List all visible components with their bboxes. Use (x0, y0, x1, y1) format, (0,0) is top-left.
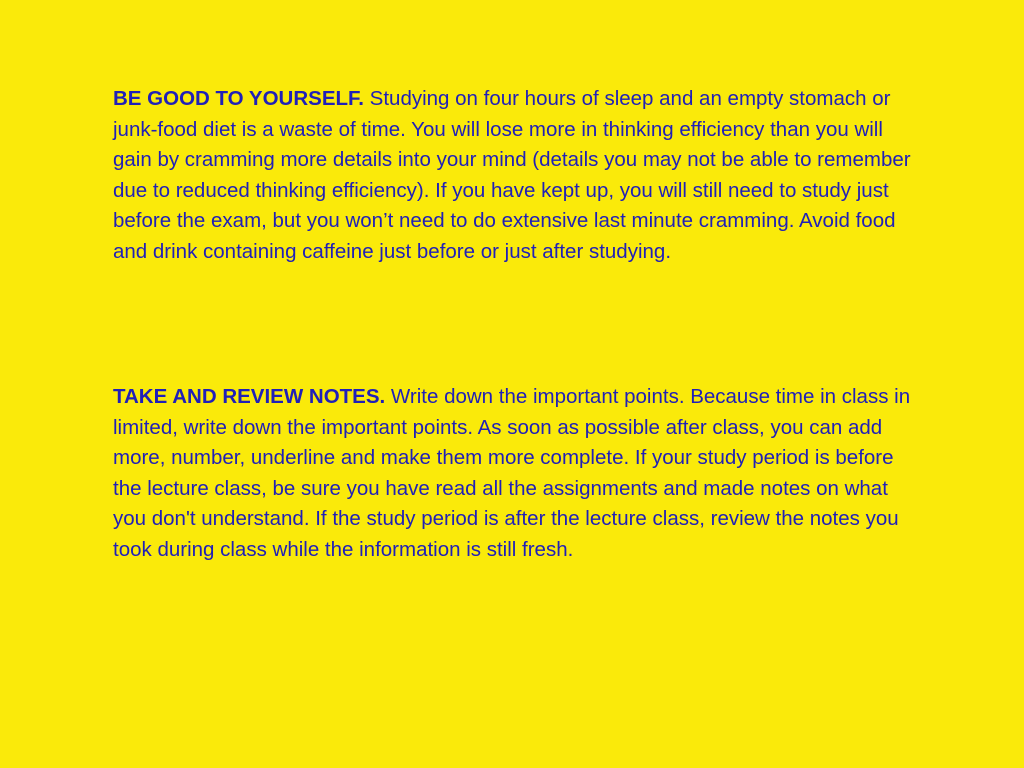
paragraph-be-good-to-yourself (113, 84, 913, 267)
paragraph-heading: TAKE AND REVIEW NOTES. (113, 385, 386, 408)
paragraph-heading: BE GOOD TO YOURSELF. (113, 87, 364, 110)
paragraph-body: Studying on four hours of sleep and an empty stomach or junk-food diet is a waste of time. You will lose more in thinking efficiency than you will gain by cramming more details into your mind (details you may not be able to remember due to reduced thinking efficiency). If you have kept up, you will still need to study just before the exam, but you won’t need to do extensive last minute cramming. Avoid food and drink containing caffeine just before or just after studying. (113, 87, 911, 263)
paragraph-body: Write down the important points. Because time in class in limited, write down the important points. As soon as possible after class, you can add more, number, underline and make them more complete. If your study period is before the lecture class, be sure you have read all the assignments and made notes on what you don't understand. If the study period is after the lecture class, review the notes you took during class while the information is still fresh. (113, 385, 911, 561)
paragraph-take-and-review-notes (113, 382, 913, 565)
